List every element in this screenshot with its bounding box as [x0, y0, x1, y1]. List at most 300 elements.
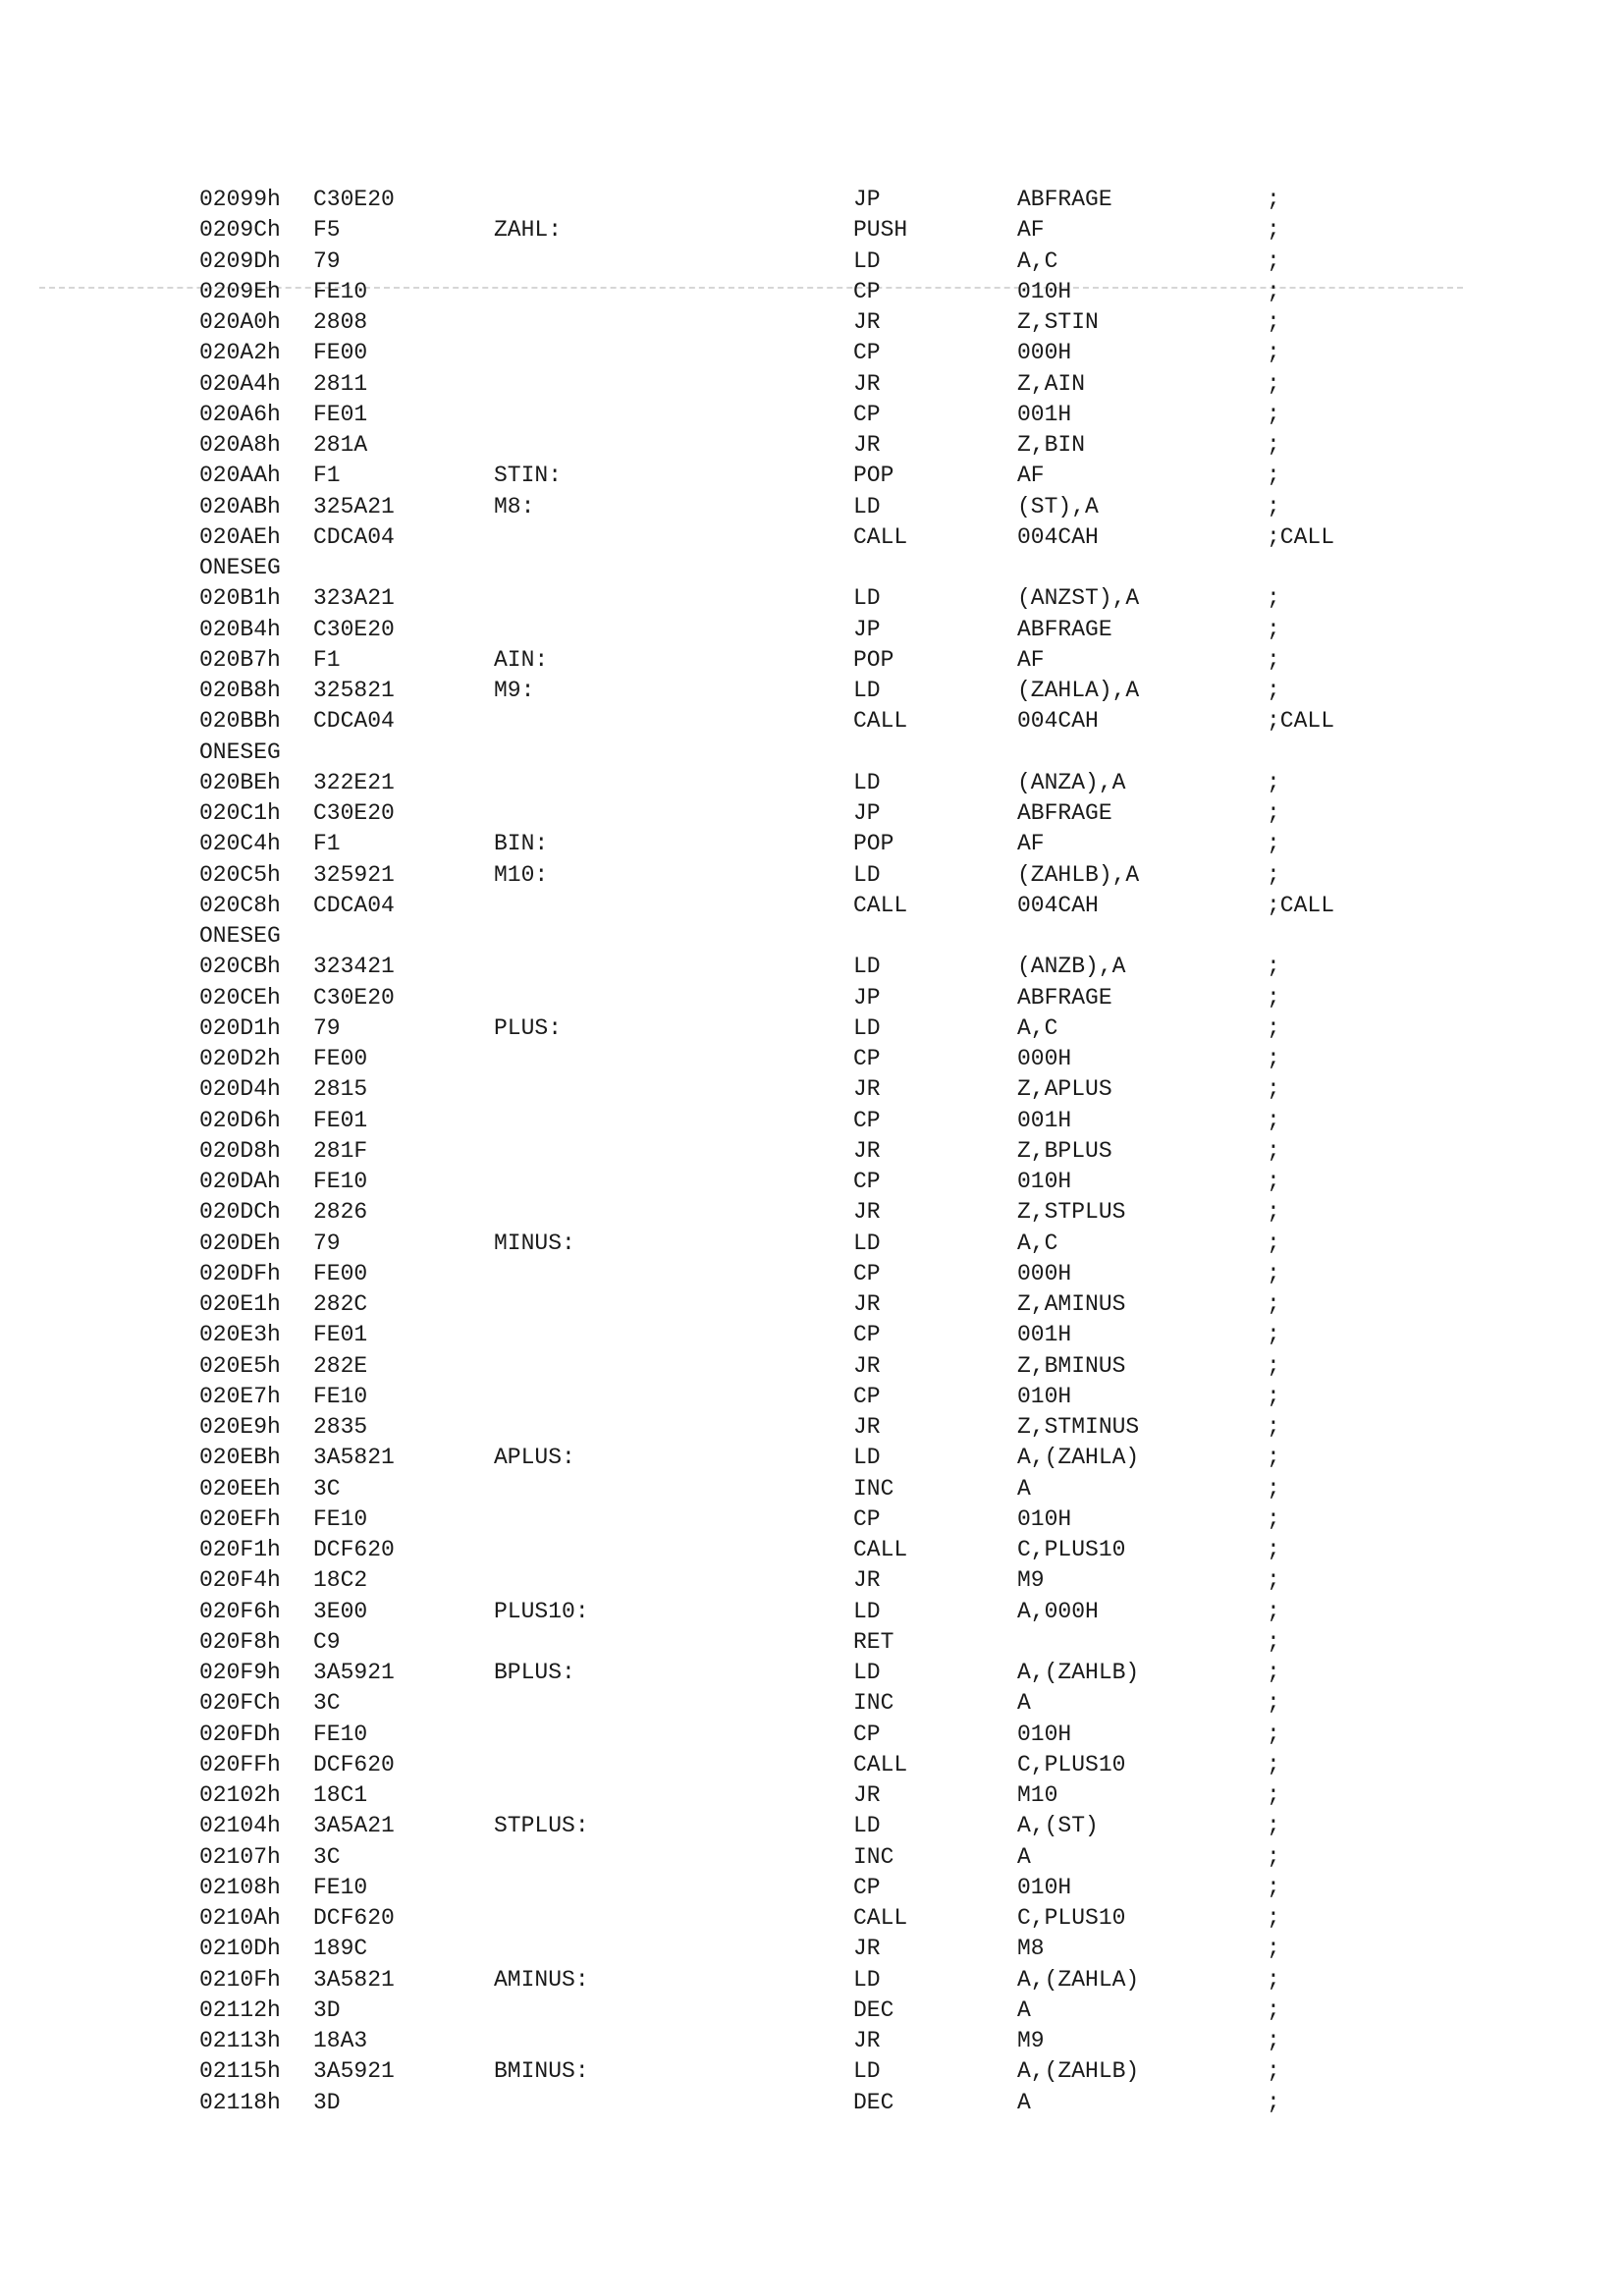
- listing-comment: ;: [1267, 1322, 1280, 1348]
- listing-row: [199, 1995, 1427, 2026]
- listing-address: 020B4h: [199, 616, 281, 642]
- listing-mnemonic: JR: [853, 432, 881, 458]
- listing-row: [199, 553, 1427, 583]
- listing-opcode: FE01: [313, 401, 368, 427]
- listing-comment: ;: [1267, 1445, 1280, 1471]
- listing-mnemonic: CP: [853, 1260, 881, 1286]
- listing-operand: (ANZA),A: [1017, 769, 1126, 795]
- listing-opcode: 3A5921: [313, 1660, 395, 1685]
- listing-address: 020A0h: [199, 309, 281, 335]
- listing-operand: AF: [1017, 646, 1045, 673]
- listing-address: 020B1h: [199, 585, 281, 612]
- listing-row: [199, 1504, 1427, 1535]
- listing-operand: 000H: [1017, 1046, 1072, 1071]
- listing-mnemonic: LD: [853, 1230, 881, 1256]
- listing-opcode: FE01: [313, 1107, 368, 1133]
- listing-mnemonic: RET: [853, 1628, 894, 1655]
- listing-row: [199, 522, 1427, 553]
- listing-address: 020B8h: [199, 678, 281, 703]
- listing-address: 020F4h: [199, 1567, 281, 1594]
- listing-row: [199, 1044, 1427, 1074]
- listing-address: 020D2h: [199, 1046, 281, 1071]
- listing-comment: ;: [1267, 831, 1280, 857]
- listing-label: STPLUS:: [494, 1813, 589, 1839]
- listing-row: [199, 492, 1427, 522]
- listing-opcode: 325821: [313, 678, 395, 703]
- listing-operand: Z,AIN: [1017, 370, 1086, 397]
- listing-comment: ;: [1267, 1137, 1280, 1164]
- listing-row: [199, 798, 1427, 829]
- listing-comment: ;: [1267, 1905, 1280, 1931]
- listing-opcode: 18C1: [313, 1782, 368, 1808]
- listing-operand: C,PLUS10: [1017, 1905, 1126, 1931]
- listing-address: 020CEh: [199, 984, 281, 1011]
- listing-mnemonic: CP: [853, 1874, 881, 1900]
- listing-comment: ;CALL: [1267, 892, 1335, 918]
- listing-opcode: 18C2: [313, 1567, 368, 1594]
- listing-mnemonic: CALL: [853, 708, 908, 735]
- listing-opcode: FE10: [313, 1721, 368, 1747]
- listing-comment: ;: [1267, 1046, 1280, 1071]
- listing-mnemonic: LD: [853, 954, 881, 980]
- listing-mnemonic: LD: [853, 1813, 881, 1839]
- listing-row: [199, 1750, 1427, 1780]
- listing-address: 020EFh: [199, 1505, 281, 1532]
- listing-address: 020AAh: [199, 463, 281, 489]
- listing-address: 0209Eh: [199, 278, 281, 304]
- listing-operand: A: [1017, 1996, 1031, 2023]
- listing-operand: 001H: [1017, 401, 1072, 427]
- listing-comment: ;: [1267, 1966, 1280, 1993]
- listing-opcode: 3A5821: [313, 1445, 395, 1471]
- listing-operand: A,(ZAHLB): [1017, 1660, 1140, 1685]
- listing-address: 02099h: [199, 187, 281, 212]
- listing-row: [199, 1136, 1427, 1167]
- listing-comment: ;: [1267, 278, 1280, 304]
- listing-address: 020F9h: [199, 1660, 281, 1685]
- listing-mnemonic: JR: [853, 1782, 881, 1808]
- listing-label: M8:: [494, 493, 535, 519]
- listing-row: [199, 1965, 1427, 1995]
- listing-mnemonic: CALL: [853, 523, 908, 550]
- listing-row: [199, 1351, 1427, 1382]
- listing-comment: ;: [1267, 1660, 1280, 1685]
- listing-opcode: DCF620: [313, 1905, 395, 1931]
- listing-opcode: 323421: [313, 954, 395, 980]
- listing-opcode: 281F: [313, 1137, 368, 1164]
- listing-opcode: FE00: [313, 1046, 368, 1071]
- listing-operand: Z,BIN: [1017, 432, 1086, 458]
- listing-comment: ;: [1267, 217, 1280, 244]
- listing-label: STIN:: [494, 463, 563, 489]
- listing-opcode: C30E20: [313, 984, 395, 1011]
- listing-operand: A: [1017, 1475, 1031, 1502]
- listing-comment: ;: [1267, 340, 1280, 366]
- assembly-listing: [199, 185, 1427, 2118]
- listing-comment: ;: [1267, 1751, 1280, 1777]
- listing-operand: 001H: [1017, 1322, 1072, 1348]
- listing-comment: ;: [1267, 1628, 1280, 1655]
- listing-mnemonic: JR: [853, 1199, 881, 1226]
- listing-row: [199, 2056, 1427, 2087]
- listing-address: 020A2h: [199, 340, 281, 366]
- listing-operand: 010H: [1017, 1874, 1072, 1900]
- listing-operand: (ANZB),A: [1017, 954, 1126, 980]
- listing-comment: ;: [1267, 800, 1280, 826]
- listing-comment: ;: [1267, 1567, 1280, 1594]
- listing-mnemonic: DEC: [853, 1996, 894, 2023]
- listing-mnemonic: INC: [853, 1843, 894, 1870]
- listing-address: 020AEh: [199, 523, 281, 550]
- listing-row: [199, 430, 1427, 461]
- listing-row: [199, 676, 1427, 706]
- listing-opcode: CDCA04: [313, 523, 395, 550]
- listing-row: [199, 768, 1427, 798]
- listing-operand: AF: [1017, 463, 1045, 489]
- listing-mnemonic: JP: [853, 800, 881, 826]
- listing-mnemonic: JP: [853, 187, 881, 212]
- listing-address: 02118h: [199, 2089, 281, 2115]
- listing-row: [199, 1597, 1427, 1627]
- listing-operand: C,PLUS10: [1017, 1537, 1126, 1562]
- listing-mnemonic: LD: [853, 1014, 881, 1041]
- listing-comment: ;: [1267, 1936, 1280, 1962]
- listing-address: 020DAh: [199, 1169, 281, 1194]
- listing-operand: ABFRAGE: [1017, 800, 1112, 826]
- listing-mnemonic: LD: [853, 493, 881, 519]
- listing-address: 020E7h: [199, 1383, 281, 1409]
- listing-mnemonic: JR: [853, 1567, 881, 1594]
- listing-row: [199, 583, 1427, 614]
- listing-mnemonic: LD: [853, 1660, 881, 1685]
- listing-comment: ;: [1267, 1475, 1280, 1502]
- listing-label: AIN:: [494, 646, 549, 673]
- listing-mnemonic: CP: [853, 340, 881, 366]
- listing-row: [199, 1443, 1427, 1473]
- listing-row: [199, 615, 1427, 645]
- listing-address: 020A6h: [199, 401, 281, 427]
- listing-comment: ;CALL: [1267, 523, 1335, 550]
- listing-address: 020E5h: [199, 1352, 281, 1379]
- listing-operand: ABFRAGE: [1017, 616, 1112, 642]
- listing-operand: Z,APLUS: [1017, 1076, 1112, 1103]
- listing-mnemonic: CALL: [853, 892, 908, 918]
- listing-row: [199, 1720, 1427, 1750]
- listing-row: [199, 1842, 1427, 1873]
- listing-opcode: 79: [313, 1014, 341, 1041]
- listing-address: 020EBh: [199, 1445, 281, 1471]
- listing-opcode: C9: [313, 1628, 341, 1655]
- listing-mnemonic: LD: [853, 247, 881, 274]
- listing-mnemonic: CP: [853, 278, 881, 304]
- listing-comment: ;: [1267, 1505, 1280, 1532]
- listing-opcode: 2808: [313, 309, 368, 335]
- listing-address: 020A8h: [199, 432, 281, 458]
- listing-mnemonic: INC: [853, 1690, 894, 1717]
- listing-address: 02108h: [199, 1874, 281, 1900]
- listing-opcode: 189C: [313, 1936, 368, 1962]
- listing-operand: A: [1017, 2089, 1031, 2115]
- listing-address: 0210Dh: [199, 1936, 281, 1962]
- listing-row: [199, 2026, 1427, 2056]
- listing-row: [199, 738, 1427, 768]
- listing-address: 020ABh: [199, 493, 281, 519]
- listing-opcode: 3A5821: [313, 1966, 395, 1993]
- listing-operand: A: [1017, 1690, 1031, 1717]
- listing-comment: ;: [1267, 1874, 1280, 1900]
- listing-operand: 010H: [1017, 1505, 1072, 1532]
- listing-mnemonic: LD: [853, 769, 881, 795]
- listing-label: BIN:: [494, 831, 549, 857]
- listing-row: [199, 1780, 1427, 1811]
- listing-mnemonic: PUSH: [853, 217, 908, 244]
- listing-row: [199, 1903, 1427, 1934]
- listing-operand: Z,STMINUS: [1017, 1414, 1140, 1440]
- listing-comment: ;: [1267, 1843, 1280, 1870]
- listing-opcode: DCF620: [313, 1751, 395, 1777]
- listing-opcode: C30E20: [313, 616, 395, 642]
- listing-opcode: 79: [313, 1230, 341, 1256]
- listing-operand: M9: [1017, 1567, 1045, 1594]
- listing-row: [199, 1259, 1427, 1289]
- listing-comment: ;: [1267, 769, 1280, 795]
- listing-mnemonic: JR: [853, 1936, 881, 1962]
- listing-address: 02113h: [199, 2028, 281, 2053]
- listing-comment: ;: [1267, 1107, 1280, 1133]
- listing-mnemonic: JP: [853, 984, 881, 1011]
- listing-opcode: 3E00: [313, 1598, 368, 1624]
- listing-row: [199, 1658, 1427, 1688]
- listing-comment: ;: [1267, 432, 1280, 458]
- listing-mnemonic: POP: [853, 463, 894, 489]
- listing-mnemonic: CP: [853, 1107, 881, 1133]
- listing-mnemonic: CALL: [853, 1537, 908, 1562]
- listing-address: 020E9h: [199, 1414, 281, 1440]
- listing-opcode: CDCA04: [313, 708, 395, 735]
- listing-mnemonic: LD: [853, 585, 881, 612]
- listing-operand: Z,STIN: [1017, 309, 1099, 335]
- listing-comment: ;: [1267, 954, 1280, 980]
- listing-opcode: 3A5A21: [313, 1813, 395, 1839]
- listing-operand: 000H: [1017, 1260, 1072, 1286]
- listing-comment: ;: [1267, 1996, 1280, 2023]
- listing-mnemonic: LD: [853, 678, 881, 703]
- listing-comment: ;: [1267, 1813, 1280, 1839]
- listing-address: 020FCh: [199, 1690, 281, 1717]
- listing-mnemonic: JR: [853, 1352, 881, 1379]
- listing-address: 020C5h: [199, 861, 281, 888]
- listing-address: 0209Ch: [199, 217, 281, 244]
- listing-address: 02112h: [199, 1996, 281, 2023]
- listing-row: [199, 1197, 1427, 1228]
- listing-row: [199, 277, 1427, 307]
- listing-opcode: FE01: [313, 1322, 368, 1348]
- listing-comment: ;: [1267, 1291, 1280, 1317]
- listing-comment: ;CALL: [1267, 708, 1335, 735]
- listing-opcode: 3D: [313, 2089, 341, 2115]
- listing-row: [199, 1229, 1427, 1259]
- listing-row: [199, 1167, 1427, 1197]
- listing-address: 02102h: [199, 1782, 281, 1808]
- listing-opcode: 2826: [313, 1199, 368, 1226]
- listing-mnemonic: CALL: [853, 1751, 908, 1777]
- listing-comment: ;: [1267, 678, 1280, 703]
- listing-operand: M10: [1017, 1782, 1058, 1808]
- listing-comment: ;: [1267, 187, 1280, 212]
- listing-address: 02115h: [199, 2058, 281, 2085]
- listing-mnemonic: JR: [853, 1291, 881, 1317]
- listing-label: PLUS10:: [494, 1598, 589, 1624]
- listing-address: ONESEG: [199, 923, 281, 949]
- listing-mnemonic: LD: [853, 1966, 881, 1993]
- listing-operand: A,(ZAHLB): [1017, 2058, 1140, 2085]
- listing-row: [199, 829, 1427, 859]
- listing-mnemonic: JR: [853, 1137, 881, 1164]
- listing-operand: (ANZST),A: [1017, 585, 1140, 612]
- listing-row: [199, 983, 1427, 1013]
- listing-row: [199, 307, 1427, 338]
- listing-address: 020D1h: [199, 1014, 281, 1041]
- listing-mnemonic: CP: [853, 1322, 881, 1348]
- listing-opcode: 323A21: [313, 585, 395, 612]
- listing-comment: ;: [1267, 1352, 1280, 1379]
- listing-comment: ;: [1267, 2028, 1280, 2053]
- listing-comment: ;: [1267, 1230, 1280, 1256]
- listing-operand: ABFRAGE: [1017, 187, 1112, 212]
- listing-opcode: FE10: [313, 1874, 368, 1900]
- listing-operand: 004CAH: [1017, 892, 1099, 918]
- listing-row: [199, 1873, 1427, 1903]
- listing-address: 020CBh: [199, 954, 281, 980]
- listing-opcode: DCF620: [313, 1537, 395, 1562]
- listing-address: 020C4h: [199, 831, 281, 857]
- listing-operand: M8: [1017, 1936, 1045, 1962]
- listing-address: 020A4h: [199, 370, 281, 397]
- listing-row: [199, 860, 1427, 891]
- listing-address: 020DEh: [199, 1230, 281, 1256]
- listing-mnemonic: LD: [853, 2058, 881, 2085]
- listing-row: [199, 2088, 1427, 2118]
- listing-label: MINUS:: [494, 1230, 575, 1256]
- listing-comment: ;: [1267, 309, 1280, 335]
- listing-address: 0210Ah: [199, 1905, 281, 1931]
- listing-label: M9:: [494, 678, 535, 703]
- listing-row: [199, 1627, 1427, 1658]
- listing-operand: A,(ZAHLA): [1017, 1966, 1140, 1993]
- listing-row: [199, 1688, 1427, 1719]
- listing-comment: ;: [1267, 585, 1280, 612]
- listing-operand: A,C: [1017, 247, 1058, 274]
- listing-address: 020B7h: [199, 646, 281, 673]
- listing-comment: ;: [1267, 984, 1280, 1011]
- listing-operand: AF: [1017, 831, 1045, 857]
- listing-operand: 001H: [1017, 1107, 1072, 1133]
- listing-opcode: 3D: [313, 1996, 341, 2023]
- listing-row: [199, 1811, 1427, 1841]
- listing-operand: C,PLUS10: [1017, 1751, 1126, 1777]
- listing-operand: (ST),A: [1017, 493, 1099, 519]
- listing-opcode: 282E: [313, 1352, 368, 1379]
- listing-operand: A,(ZAHLA): [1017, 1445, 1140, 1471]
- listing-mnemonic: JR: [853, 309, 881, 335]
- listing-comment: ;: [1267, 247, 1280, 274]
- listing-address: 020E1h: [199, 1291, 281, 1317]
- listing-operand: 010H: [1017, 1169, 1072, 1194]
- listing-mnemonic: CP: [853, 1505, 881, 1532]
- listing-row: [199, 246, 1427, 277]
- listing-operand: Z,BMINUS: [1017, 1352, 1126, 1379]
- listing-address: 020D4h: [199, 1076, 281, 1103]
- listing-mnemonic: CP: [853, 1383, 881, 1409]
- listing-operand: (ZAHLA),A: [1017, 678, 1140, 703]
- listing-row: [199, 1289, 1427, 1320]
- listing-address: 020C8h: [199, 892, 281, 918]
- listing-address: 020FFh: [199, 1751, 281, 1777]
- listing-operand: Z,AMINUS: [1017, 1291, 1126, 1317]
- listing-row: [199, 185, 1427, 215]
- listing-address: 020DFh: [199, 1260, 281, 1286]
- listing-row: [199, 1565, 1427, 1596]
- listing-operand: A,(ST): [1017, 1813, 1099, 1839]
- listing-row: [199, 1535, 1427, 1565]
- listing-mnemonic: CP: [853, 1046, 881, 1071]
- listing-row: [199, 1474, 1427, 1504]
- listing-mnemonic: LD: [853, 1445, 881, 1471]
- listing-comment: ;: [1267, 1690, 1280, 1717]
- listing-opcode: FE10: [313, 1505, 368, 1532]
- listing-mnemonic: JR: [853, 1076, 881, 1103]
- listing-opcode: CDCA04: [313, 892, 395, 918]
- listing-opcode: FE10: [313, 1383, 368, 1409]
- listing-opcode: F1: [313, 646, 341, 673]
- listing-operand: 004CAH: [1017, 708, 1099, 735]
- listing-comment: ;: [1267, 2058, 1280, 2085]
- listing-address: 02104h: [199, 1813, 281, 1839]
- listing-opcode: 18A3: [313, 2028, 368, 2053]
- listing-operand: 010H: [1017, 1721, 1072, 1747]
- listing-operand: 000H: [1017, 340, 1072, 366]
- listing-address: 0209Dh: [199, 247, 281, 274]
- listing-operand: A,000H: [1017, 1598, 1099, 1624]
- listing-row: [199, 921, 1427, 952]
- listing-row: [199, 1412, 1427, 1443]
- listing-opcode: F1: [313, 831, 341, 857]
- listing-mnemonic: JR: [853, 1414, 881, 1440]
- listing-address: ONESEG: [199, 555, 281, 580]
- listing-address: 020BEh: [199, 769, 281, 795]
- listing-opcode: 325921: [313, 861, 395, 888]
- listing-operand: Z,STPLUS: [1017, 1199, 1126, 1226]
- listing-row: [199, 400, 1427, 430]
- listing-comment: ;: [1267, 1782, 1280, 1808]
- listing-address: 020D8h: [199, 1137, 281, 1164]
- listing-address: 020F6h: [199, 1598, 281, 1624]
- listing-comment: ;: [1267, 2089, 1280, 2115]
- listing-mnemonic: LD: [853, 1598, 881, 1624]
- listing-row: [199, 215, 1427, 246]
- listing-operand: Z,BPLUS: [1017, 1137, 1112, 1164]
- listing-address: 020C1h: [199, 800, 281, 826]
- listing-address: 020BBh: [199, 708, 281, 735]
- listing-label: APLUS:: [494, 1445, 575, 1471]
- listing-opcode: 281A: [313, 432, 368, 458]
- listing-comment: ;: [1267, 1169, 1280, 1194]
- listing-row: [199, 1106, 1427, 1136]
- listing-row: [199, 1934, 1427, 1964]
- listing-mnemonic: JR: [853, 370, 881, 397]
- listing-opcode: 325A21: [313, 493, 395, 519]
- listing-comment: ;: [1267, 646, 1280, 673]
